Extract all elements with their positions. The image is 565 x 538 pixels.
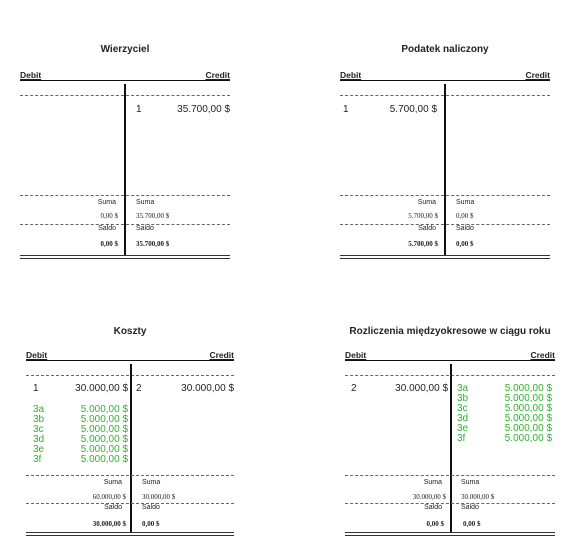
debit-entry-ref: 3b — [33, 414, 45, 425]
debit-entry-amount: 5.000,00 $ — [80, 404, 128, 415]
debit-balance-label: Saldo — [424, 504, 442, 511]
debit-entry-amount: 30.000,00 $ — [395, 383, 448, 394]
account-title: Koszty — [113, 326, 147, 337]
credit-label: Credit — [209, 350, 234, 360]
sum-rule — [345, 475, 555, 476]
t-account-rozliczenia-miedzyokresowe — [345, 324, 555, 538]
credit-entry-ref: 3c — [457, 403, 468, 414]
credit-label: Credit — [530, 350, 555, 360]
closing-double-rule — [345, 532, 555, 536]
credit-balance-value: 0,00 $ — [142, 520, 160, 528]
debit-label: Debit — [345, 350, 367, 360]
debit-entry-ref: 3f — [33, 454, 42, 465]
credit-entry-ref: 3a — [457, 383, 469, 394]
credit-sum-value: 35.700,00 $ — [136, 212, 170, 220]
header-rule — [20, 80, 230, 81]
debit-entry-ref: 2 — [351, 383, 357, 394]
debit-sum-value: 30.000,00 $ — [412, 493, 446, 501]
sum-rule — [340, 195, 550, 196]
debit-sum-value: 60.000,00 $ — [92, 493, 126, 501]
t-account-divider — [130, 364, 132, 532]
credit-entry-amount: 5.000,00 $ — [504, 413, 552, 424]
debit-sum-value: 0,00 $ — [100, 212, 118, 220]
debit-sum-label: Suma — [423, 479, 442, 486]
closing-double-rule — [340, 255, 550, 259]
credit-entry-amount: 5.000,00 $ — [504, 433, 552, 444]
credit-entry-ref: 1 — [136, 104, 142, 115]
credit-sum-label: Suma — [461, 479, 480, 486]
credit-balance-value: 0,00 $ — [463, 520, 481, 528]
account-title: Wierzyciel — [100, 44, 150, 55]
debit-label: Debit — [20, 70, 42, 80]
debit-balance-label: Saldo — [104, 504, 122, 511]
balance-rule — [20, 224, 230, 225]
closing-double-rule — [26, 532, 234, 536]
credit-entry-ref: 3d — [457, 413, 469, 424]
debit-entry-amount: 5.000,00 $ — [80, 444, 128, 455]
credit-entry-amount: 35.700,00 $ — [177, 104, 230, 115]
credit-balance-label: Saldo — [142, 504, 160, 511]
debit-sum-label: Suma — [103, 479, 122, 486]
credit-label: Credit — [525, 70, 550, 80]
debit-sum-label: Suma — [417, 199, 436, 206]
credit-entry-ref: 3f — [457, 433, 466, 444]
debit-entry-ref: 1 — [343, 104, 349, 115]
header-rule — [26, 360, 234, 361]
balance-rule — [340, 224, 550, 225]
debit-balance-value: 0,00 $ — [100, 240, 118, 248]
debit-entry-amount: 30.000,00 $ — [75, 383, 128, 394]
credit-entry-amount: 5.000,00 $ — [504, 403, 552, 414]
header-rule — [340, 80, 550, 81]
credit-entry-ref: 3e — [457, 423, 469, 434]
balance-rule — [26, 503, 234, 504]
credit-sum-label: Suma — [142, 479, 161, 486]
t-account-divider — [444, 84, 446, 256]
t-account-wierzyciel — [20, 44, 230, 264]
debit-entry-amount: 5.000,00 $ — [80, 414, 128, 425]
sum-rule — [20, 195, 230, 196]
credit-label: Credit — [205, 70, 230, 80]
debit-balance-value: 5.700,00 $ — [408, 240, 438, 248]
t-account-divider — [450, 364, 452, 532]
credit-entry-amount: 30.000,00 $ — [181, 383, 234, 394]
credit-entry-ref: 2 — [136, 383, 142, 394]
credit-balance-label: Saldo — [461, 504, 479, 511]
credit-sum-value: 0,00 $ — [456, 212, 474, 220]
credit-entry-amount: 5.000,00 $ — [504, 393, 552, 404]
credit-sum-label: Suma — [456, 199, 475, 206]
account-title: Rozliczenia międzyokresowe w ciągu roku — [349, 326, 551, 337]
debit-label: Debit — [340, 70, 362, 80]
t-account-koszty — [26, 324, 234, 538]
credit-balance-value: 0,00 $ — [456, 240, 474, 248]
debit-entry-ref: 1 — [33, 383, 39, 394]
debit-entry-amount: 5.000,00 $ — [80, 454, 128, 465]
closing-double-rule — [20, 255, 230, 259]
balance-rule — [345, 503, 555, 504]
credit-sum-value: 30.000,00 $ — [461, 493, 495, 501]
debit-label: Debit — [26, 350, 48, 360]
debit-entry-ref: 3c — [33, 424, 44, 435]
sum-rule — [26, 475, 234, 476]
credit-sum-label: Suma — [136, 199, 155, 206]
debit-entry-amount: 5.700,00 $ — [389, 104, 437, 115]
debit-entry-ref: 3a — [33, 404, 45, 415]
t-account-podatek-naliczony — [340, 44, 550, 264]
credit-entry-amount: 5.000,00 $ — [504, 383, 552, 394]
header-rule — [345, 360, 555, 361]
debit-entry-amount: 5.000,00 $ — [80, 434, 128, 445]
debit-sum-label: Suma — [97, 199, 116, 206]
credit-entry-ref: 3b — [457, 393, 469, 404]
credit-balance-value: 35.700,00 $ — [136, 240, 170, 248]
debit-entry-amount: 5.000,00 $ — [80, 424, 128, 435]
debit-balance-label: Saldo — [418, 225, 436, 232]
debit-balance-value: 0,00 $ — [426, 520, 444, 528]
credit-balance-label: Saldo — [136, 225, 154, 232]
credit-balance-label: Saldo — [456, 225, 474, 232]
debit-entry-ref: 3e — [33, 444, 45, 455]
account-title: Podatek naliczony — [401, 44, 489, 55]
credit-sum-value: 30.000,00 $ — [142, 493, 176, 501]
debit-entry-ref: 3d — [33, 434, 45, 445]
debit-sum-value: 5.700,00 $ — [408, 212, 438, 220]
debit-balance-value: 30.000,00 $ — [92, 520, 126, 528]
debit-balance-label: Saldo — [98, 225, 116, 232]
credit-entry-amount: 5.000,00 $ — [504, 423, 552, 434]
t-account-divider — [124, 84, 126, 256]
